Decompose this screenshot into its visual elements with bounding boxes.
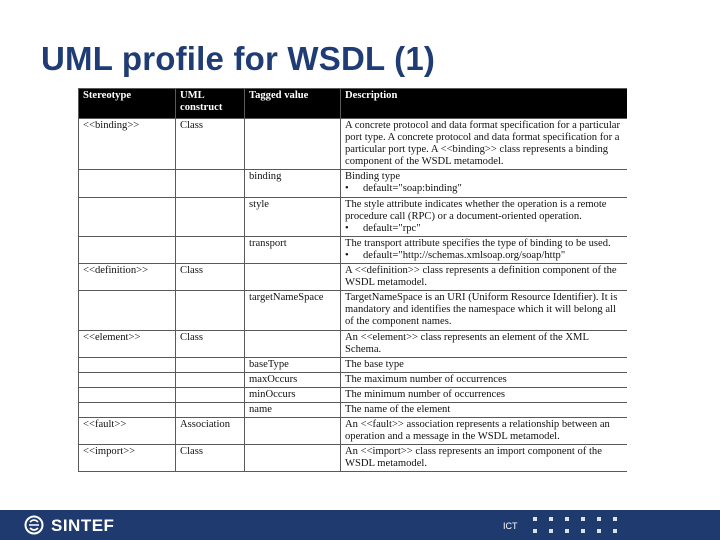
description-cell xyxy=(341,372,628,387)
stereotype-cell: <<fault>> xyxy=(79,418,176,445)
table-row xyxy=(79,402,628,417)
table-row xyxy=(79,330,628,357)
table-row xyxy=(79,387,628,402)
description-cell xyxy=(341,170,628,197)
table-row xyxy=(79,357,628,372)
footer-bar xyxy=(0,510,720,540)
stereotype-cell xyxy=(79,291,176,330)
description-text: A concrete protocol and data format specification for a particular port type. A concrete protocol and data format specification for a particular port type. A <<binding>> class represents a binding component of the WSDL metamodel. xyxy=(345,120,621,168)
table-row xyxy=(79,170,628,197)
table-body xyxy=(79,119,628,472)
table-row xyxy=(79,372,628,387)
description-cell xyxy=(341,387,628,402)
decorative-dot xyxy=(597,529,601,533)
decorative-dot xyxy=(581,529,585,533)
stereotype-cell xyxy=(79,402,176,417)
description-text: An <<import>> class represents an import component of the WSDL metamodel. xyxy=(345,446,602,470)
table-header-row xyxy=(79,89,628,119)
tagged-value-cell xyxy=(245,330,341,357)
tagged-value-cell: name xyxy=(245,402,341,417)
uml-construct-cell xyxy=(176,357,245,372)
tagged-value-cell xyxy=(245,418,341,445)
table-row xyxy=(79,236,628,263)
description-cell xyxy=(341,119,628,170)
stereotype-cell xyxy=(79,357,176,372)
uml-construct-cell xyxy=(176,402,245,417)
description-cell xyxy=(341,357,628,372)
tagged-value-cell: baseType xyxy=(245,357,341,372)
stereotype-cell xyxy=(79,236,176,263)
header-description: Description xyxy=(341,89,628,119)
tagged-value-cell: binding xyxy=(245,170,341,197)
header-tagged-value: Tagged value xyxy=(245,89,341,119)
uml-construct-cell: Class xyxy=(176,445,245,472)
table-row xyxy=(79,418,628,445)
uml-construct-cell: Class xyxy=(176,264,245,291)
uml-construct-cell xyxy=(176,387,245,402)
department-label: ICT xyxy=(503,521,518,531)
decorative-dot xyxy=(549,517,553,521)
uml-construct-cell xyxy=(176,372,245,387)
stereotype-cell: <<definition>> xyxy=(79,264,176,291)
description-text: The style attribute indicates whether the operation is a remote procedure call (RPC) or a document-oriented operation. xyxy=(345,198,607,222)
description-cell xyxy=(341,402,628,417)
tagged-value-cell: style xyxy=(245,197,341,236)
stereotype-cell xyxy=(79,197,176,236)
table-row xyxy=(79,291,628,330)
description-text: The maximum number of occurrences xyxy=(345,373,507,385)
description-text: The minimum number of occurrences xyxy=(345,388,506,400)
decorative-dot xyxy=(613,529,617,533)
stereotype-cell xyxy=(79,170,176,197)
description-text: Binding type xyxy=(345,171,401,183)
stereotype-table-container xyxy=(78,88,627,508)
decorative-dot xyxy=(613,517,617,521)
description-cell xyxy=(341,445,628,472)
brand-name: SINTEF xyxy=(51,516,115,535)
tagged-value-cell: transport xyxy=(245,236,341,263)
decorative-dot xyxy=(597,517,601,521)
description-text: TargetNameSpace is an URI (Uniform Resource Identifier). It is mandatory and identifies the namespace which it will belong all of the component names. xyxy=(345,292,618,328)
default-value-bullet: • default="http://schemas.xmlsoap.org/soap/http" xyxy=(345,250,625,262)
table-row xyxy=(79,119,628,170)
table-row xyxy=(79,197,628,236)
uml-construct-cell xyxy=(176,197,245,236)
decorative-dot xyxy=(549,529,553,533)
description-text: An <<fault>> association represents a relationship between an operation and a message in the WSDL metamodel. xyxy=(345,419,610,443)
uml-construct-cell xyxy=(176,291,245,330)
uml-construct-cell: Association xyxy=(176,418,245,445)
table-row xyxy=(79,445,628,472)
description-cell xyxy=(341,330,628,357)
decorative-dot xyxy=(565,517,569,521)
description-text: The transport attribute specifies the type of binding to be used. xyxy=(345,237,611,249)
uml-construct-cell xyxy=(176,170,245,197)
tagged-value-cell xyxy=(245,264,341,291)
stereotype-cell xyxy=(79,387,176,402)
decorative-dot-grid xyxy=(533,517,623,537)
decorative-dot xyxy=(533,517,537,521)
description-cell xyxy=(341,197,628,236)
description-cell xyxy=(341,291,628,330)
tagged-value-cell xyxy=(245,445,341,472)
description-text: The name of the element xyxy=(345,403,451,415)
header-stereotype: Stereotype xyxy=(79,89,176,119)
header-uml-construct: UML construct xyxy=(176,89,245,119)
stereotype-table xyxy=(78,88,627,472)
uml-construct-cell xyxy=(176,236,245,263)
decorative-dot xyxy=(565,529,569,533)
uml-construct-cell: Class xyxy=(176,330,245,357)
default-value-bullet: • default="soap:binding" xyxy=(345,183,625,195)
table-row xyxy=(79,264,628,291)
description-text: An <<element>> class represents an element of the XML Schema. xyxy=(345,331,589,355)
stereotype-cell: <<element>> xyxy=(79,330,176,357)
stereotype-cell: <<binding>> xyxy=(79,119,176,170)
decorative-dot xyxy=(581,517,585,521)
description-cell xyxy=(341,264,628,291)
stereotype-cell xyxy=(79,372,176,387)
tagged-value-cell: targetNameSpace xyxy=(245,291,341,330)
uml-construct-cell: Class xyxy=(176,119,245,170)
slide-title: UML profile for WSDL (1) xyxy=(41,40,436,77)
default-value-bullet: • default="rpc" xyxy=(345,223,625,235)
description-cell xyxy=(341,418,628,445)
tagged-value-cell xyxy=(245,119,341,170)
sintef-logo-icon xyxy=(24,515,44,535)
description-cell xyxy=(341,236,628,263)
description-text: The base type xyxy=(345,358,404,370)
tagged-value-cell: minOccurs xyxy=(245,387,341,402)
description-text: A <<definition>> class represents a definition component of the WSDL metamodel. xyxy=(345,265,617,289)
decorative-dot xyxy=(533,529,537,533)
stereotype-cell: <<import>> xyxy=(79,445,176,472)
tagged-value-cell: maxOccurs xyxy=(245,372,341,387)
